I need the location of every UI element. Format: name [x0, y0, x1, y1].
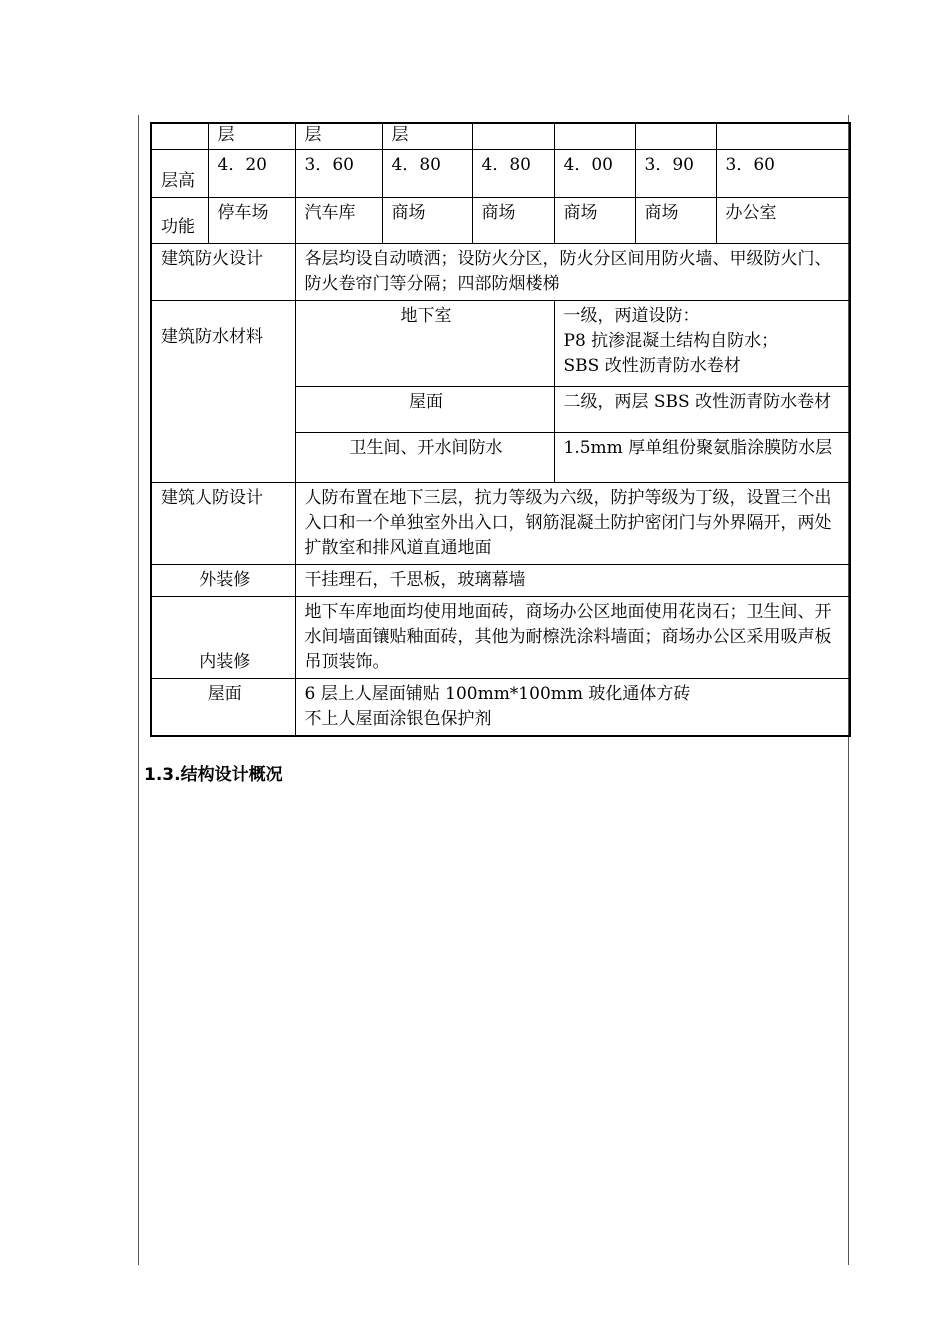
height-cell: 3．60 [295, 149, 382, 197]
roof-row [151, 678, 850, 736]
fire-design-text: 各层均设自动喷洒；设防火分区，防火分区间用防火墙、甲级防火门、防火卷帘门等分隔；四部防烟楼梯 [295, 243, 850, 300]
height-cell: 4．00 [554, 149, 635, 197]
floor-cell: 层 [208, 123, 295, 149]
function-row-label: 功能 [151, 197, 208, 243]
civil-defense-text: 人防布置在地下三层，抗力等级为六级，防护等级为丁级，设置三个出入口和一个单独室外出入口，钢筋混凝土防护密闭门与外界隔开，两处扩散室和排风道直通地面 [295, 482, 850, 564]
roof-line: 不上人屋面涂银色保护剂 [304, 708, 492, 729]
fire-design-row [151, 243, 850, 300]
page-border-left [138, 115, 139, 1265]
interior-label: 内装修 [151, 596, 295, 678]
roof-label: 屋面 [151, 678, 295, 736]
function-cell: 停车场 [208, 197, 295, 243]
building-spec-table [150, 122, 851, 737]
waterproof-spec-line: P8 抗渗混凝土结构自防水； [563, 330, 779, 351]
floor-cell [716, 123, 850, 149]
waterproof-row [151, 300, 850, 386]
exterior-row [151, 564, 850, 596]
height-cell: 3．90 [635, 149, 716, 197]
section-heading: 1.3.结构设计概况 [144, 765, 283, 785]
function-cell: 办公室 [716, 197, 850, 243]
function-row [151, 197, 850, 243]
waterproof-label: 建筑防水材料 [151, 300, 295, 482]
height-cell: 4．80 [382, 149, 472, 197]
floor-row [151, 123, 850, 149]
height-cell: 3．60 [716, 149, 850, 197]
interior-row [151, 596, 850, 678]
roof-text [295, 678, 850, 736]
floor-cell [472, 123, 554, 149]
function-cell: 商场 [472, 197, 554, 243]
function-cell: 商场 [635, 197, 716, 243]
height-cell: 4．20 [208, 149, 295, 197]
civil-defense-label: 建筑人防设计 [151, 482, 295, 564]
floor-cell: 层 [382, 123, 472, 149]
floor-cell [635, 123, 716, 149]
height-row [151, 149, 850, 197]
waterproof-place: 卫生间、开水间防水 [295, 432, 554, 482]
height-cell: 4．80 [472, 149, 554, 197]
waterproof-spec-line: 一级，两道设防： [563, 305, 700, 326]
function-cell: 商场 [554, 197, 635, 243]
civil-defense-row [151, 482, 850, 564]
interior-text: 地下车库地面均使用地面砖，商场办公区地面使用花岗石；卫生间、开水间墙面镶贴釉面砖，其他为耐檫洗涂料墙面；商场办公区采用吸声板吊顶装饰。 [295, 596, 850, 678]
roof-line: 6 层上人屋面铺贴 100mm*100mm 玻化通体方砖 [304, 683, 691, 704]
function-cell: 商场 [382, 197, 472, 243]
floor-cell: 层 [295, 123, 382, 149]
waterproof-spec: 1.5mm 厚单组份聚氨脂涂膜防水层 [554, 432, 850, 482]
waterproof-place: 地下室 [295, 300, 554, 386]
floor-cell [554, 123, 635, 149]
exterior-text: 干挂理石，千思板，玻璃幕墙 [295, 564, 850, 596]
function-cell: 汽车库 [295, 197, 382, 243]
height-row-label: 层高 [151, 149, 208, 197]
waterproof-spec [554, 300, 850, 386]
waterproof-place: 屋面 [295, 386, 554, 432]
exterior-label: 外装修 [151, 564, 295, 596]
floor-row-label [151, 123, 208, 149]
waterproof-spec-line: SBS 改性沥青防水卷材 [563, 355, 741, 376]
fire-design-label: 建筑防火设计 [151, 243, 295, 300]
waterproof-spec: 二级，两层 SBS 改性沥青防水卷材 [554, 386, 850, 432]
